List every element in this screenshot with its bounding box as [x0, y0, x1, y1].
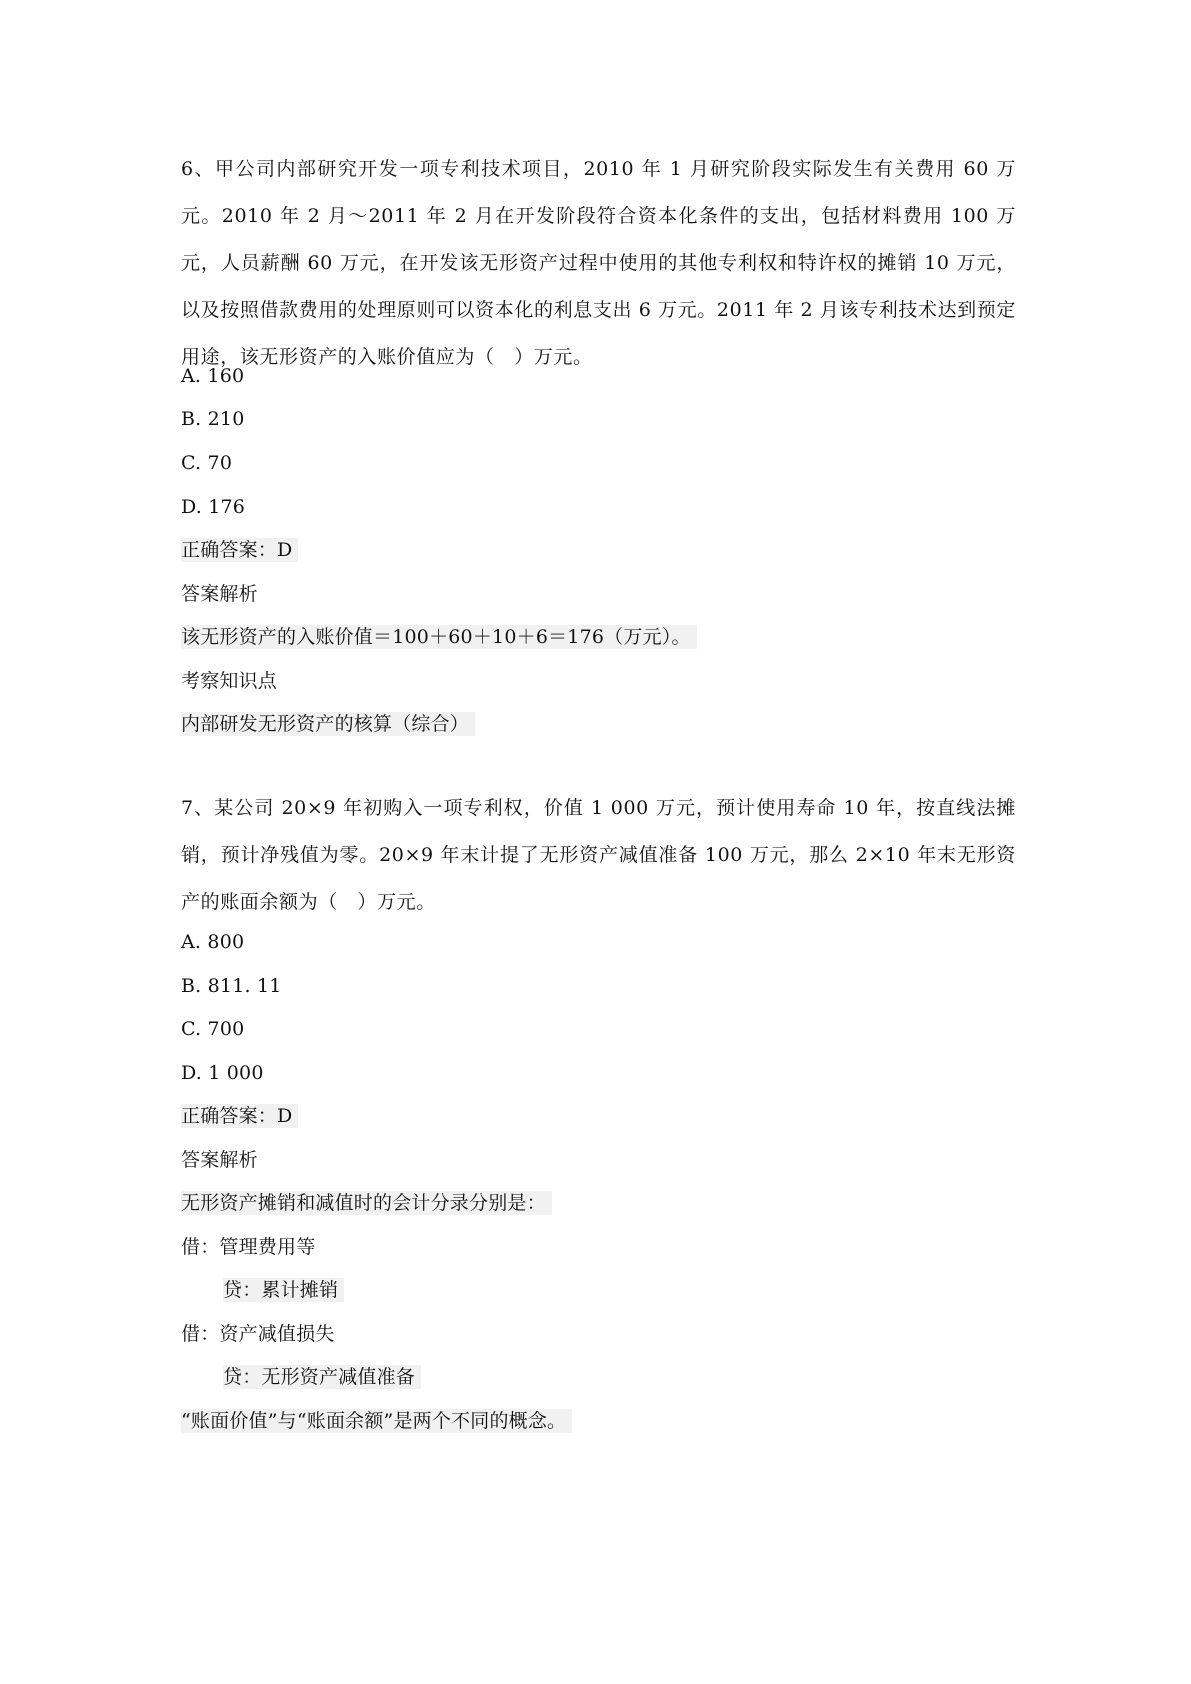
question-7-analysis-title: 答案解析	[181, 1149, 258, 1171]
question-6-analysis-title: 答案解析	[181, 583, 258, 605]
question-6-knowledge-title: 考察知识点	[181, 670, 278, 692]
question-7-journal-debit-2: 借：资产减值损失	[181, 1323, 335, 1345]
question-7-option-c: C. 700	[181, 1018, 245, 1040]
question-7-journal-credit-1: 贷：累计摊销	[223, 1278, 344, 1302]
question-6-option-a: A. 160	[181, 365, 245, 387]
question-6-option-c: C. 70	[181, 452, 233, 474]
question-7-analysis-line: 无形资产摊销和减值时的会计分录分别是：	[181, 1191, 552, 1215]
question-7-concept-note: “账面价值”与“账面余额”是两个不同的概念。	[181, 1409, 572, 1433]
question-7-option-a: A. 800	[181, 931, 245, 953]
question-6-option-b: B. 210	[181, 408, 245, 430]
question-6-option-d: D. 176	[181, 496, 246, 518]
question-6-analysis-text: 该无形资产的入账价值＝100＋60＋10＋6＝176（万元）。	[181, 625, 697, 649]
question-7-journal-credit-2: 贷：无形资产减值准备	[223, 1365, 421, 1389]
question-6-knowledge-point: 内部研发无形资产的核算（综合）	[181, 712, 475, 736]
question-7-answer: 正确答案：D	[181, 1104, 298, 1128]
question-6-answer: 正确答案：D	[181, 538, 298, 562]
question-7-option-d: D. 1 000	[181, 1062, 264, 1084]
question-7-stem: 7、某公司 20×9 年初购入一项专利权，价值 1 000 万元，预计使用寿命 10 年，按直线法摊销，预计净残值为零。20×9 年末计提了无形资产减值准备 100 万元，那么 2×10 年末无形资产的账面余额为（ ）万元。	[181, 797, 1016, 913]
question-7-option-b: B. 811. 11	[181, 975, 282, 997]
question-6-stem: 6、甲公司内部研究开发一项专利技术项目，2010 年 1 月研究阶段实际发生有关费用 60 万元。2010 年 2 月～2011 年 2 月在开发阶段符合资本化条件的支出，包括材料费用 100 万元，人员薪酬 60 万元，在开发该无形资产过程中使用的其他专利权和特许权的摊销 10 万元，以及按照借款费用的处理原则可以资本化的利息支出 6 万元。2011 年 2 月该专利技术达到预定用途，该无形资产的入账价值应为（ ）万元。	[181, 158, 1016, 368]
question-7-journal-debit-1: 借：管理费用等	[181, 1236, 316, 1258]
